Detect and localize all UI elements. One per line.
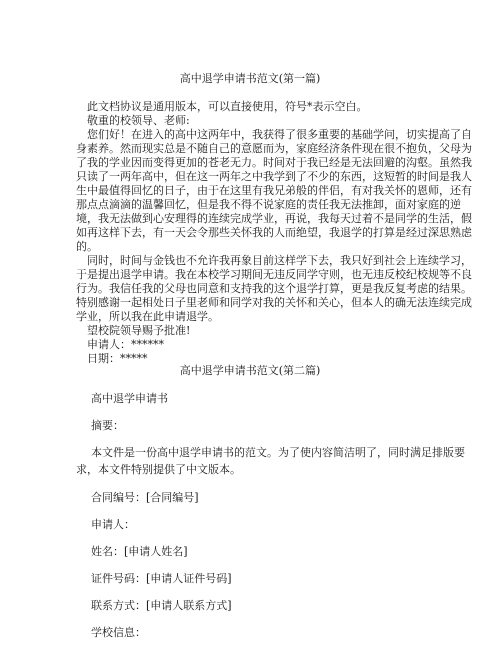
contact-info: 联系方式：[申请人联系方式] (91, 599, 232, 612)
paragraph-line: 本文件是一份高中退学申请书的范文。为了使内容简洁明了，同时满足排版要 (91, 446, 465, 459)
paragraph-line: 学业，所以我在此申请退学。 (76, 310, 219, 323)
paragraph-line: 如再这样下去，有一天会令那些关怀我的人而绝望，我退学的打算是经过深思熟虑 (76, 226, 472, 239)
paragraph-line: 生中最值得回忆的日子，由于在这里有我兄弟般的伴侣，有对我关怀的恩师，还有 (76, 184, 472, 197)
closing-request: 望校院领导赐予批准! (87, 324, 191, 337)
paragraph-line: 同时，时间与金钱也不允许我再象目前这样学下去，我只好到社会上连续学习， (87, 254, 472, 267)
paragraph-line: 于是提出退学申请。我在本校学习期间无违反同学守则，也无违反校纪校规等不良 (76, 268, 472, 281)
paragraph-line: 行为。我信任我的父母也同意和支持我的这个退学打算，更是我反复考虑的结果。 (76, 282, 472, 295)
paragraph-line: 那点点滴滴的温馨回忆，但是我不得不说家庭的责任我无法推卸，面对家庭的逆 (76, 198, 461, 211)
usage-notice: 此文档协议是通用版本，可以直接使用，符号*表示空白。 (87, 100, 368, 113)
paragraph-line: 的。 (76, 240, 98, 253)
paragraph-line: 身素养。然而现实总是不随自己的意愿而为，家庭经济条件现在很不抱负，父母为 (76, 142, 472, 155)
document-name: 高中退学申请书 (91, 392, 168, 405)
applicant-line: 申请人：****** (87, 338, 164, 351)
paragraph-line: 求，本文件特别提供了中文版本。 (76, 463, 241, 476)
abstract-label: 摘要： (91, 419, 124, 432)
salutation: 敬重的校领导、老师: (87, 114, 190, 127)
paragraph-line: 特别感谢一起相处日子里老师和同学对我的关怀和关心，但本人的确无法连续完成 (76, 296, 472, 309)
school-info-label: 学校信息： (91, 626, 146, 639)
contract-number: 合同编号：[合同编号] (91, 491, 199, 504)
section-title: 高中退学申请书范文(第二篇) (179, 364, 321, 377)
paragraph-line: 您们好！在进入的高中这两年中，我获得了很多重要的基础学问，切实提高了自 (87, 128, 472, 141)
paragraph-line: 境，我无法做到心安理得的连续完成学业，再说，我每天过着不是同学的生活，假 (76, 212, 472, 225)
id-number: 证件号码：[申请人证件号码] (91, 572, 232, 585)
applicant-label: 申请人： (91, 518, 135, 531)
paragraph-line: 了我的学业因而变得更加的苍老无力。时间对于我已经是无法回避的沟壑。虽然我 (76, 156, 472, 169)
paragraph-line: 只读了一两年高中，但在这一两年之中我学到了不少的东西，这短暂的时间是我人 (76, 170, 472, 183)
section-title: 高中退学申请书范文(第一篇) (179, 72, 321, 85)
applicant-name: 姓名：[申请人姓名] (91, 545, 188, 558)
date-line: 日期：***** (87, 352, 148, 365)
